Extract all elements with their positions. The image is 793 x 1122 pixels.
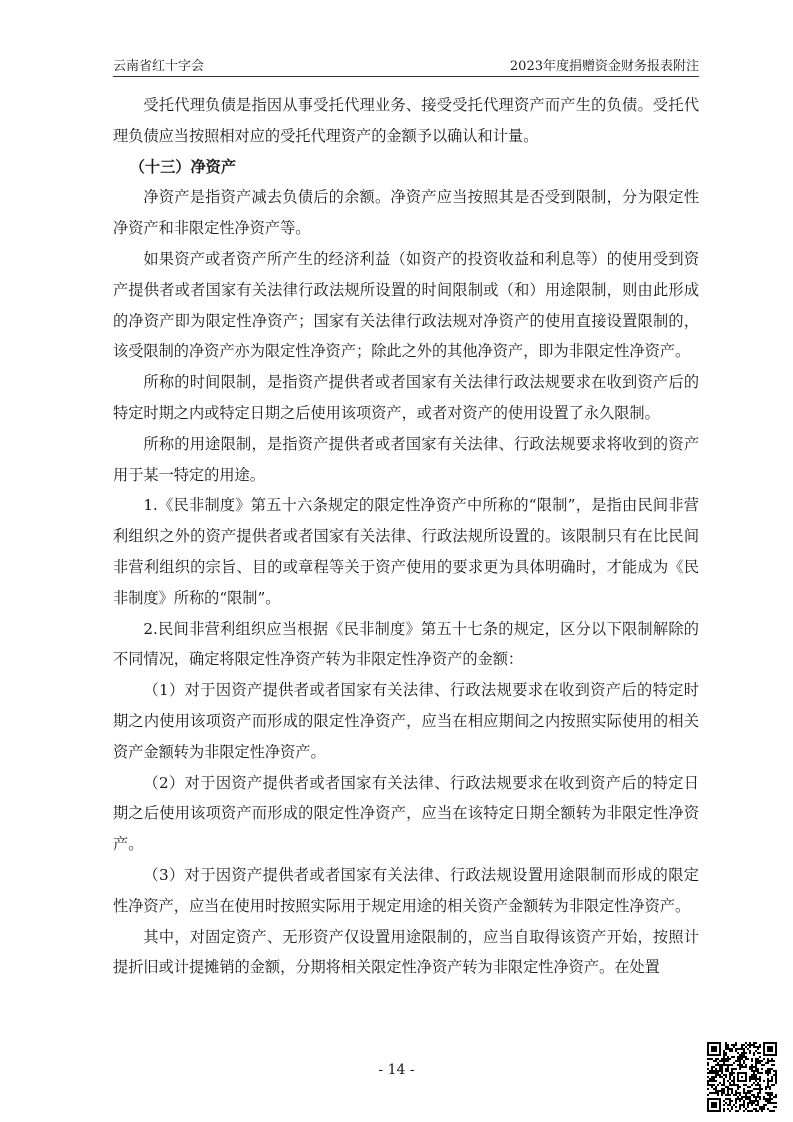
paragraph: 1.《民非制度》第五十六条规定的限定性净资产中所称的“限制”，是指由民间非营利组织之外的资产提供者或者国家有关法律、行政法规所设置的。该限制只有在比民间非营利组织的宗旨、目的或章程等关于资产使用的要求更为具体明确时，才能成为《民非制度》所称的“限制”。 [113, 496, 699, 607]
paragraph: 净资产是指资产减去负债后的余额。净资产应当按照其是否受到限制，分为限定性净资产和非限定性净资产等。 [113, 188, 699, 238]
paragraph: 所称的时间限制，是指资产提供者或者国家有关法律行政法规要求在收到资产后的特定时期之内或特定日期之后使用该项资产，或者对资产的使用设置了永久限制。 [113, 373, 699, 422]
header-doc-title: 2023年度捐赠资金财务报表附注 [509, 59, 699, 74]
paragraph: 2.民间非营利组织应当根据《民非制度》第五十七条的规定，区分以下限制解除的不同情况，确定将限定性净资产转为非限定性净资产的金额： [113, 619, 699, 669]
paragraph: （3）对于因资产提供者或者国家有关法律、行政法规设置用途限制而形成的限定性净资产，应当在使用时按照实际用于规定用途的相关资产金额转为非限定性净资产。 [113, 865, 699, 915]
paragraph: 其中，对固定资产、无形资产仅设置用途限制的，应当自取得该资产开始，按照计提折旧或计提摊销的金额，分期将相关限定性净资产转为非限定性净资产。在处置 [113, 927, 699, 977]
paragraph: （2）对于因资产提供者或者国家有关法律、行政法规要求在收到资产后的特定日期之后使用该项资产而形成的限定性净资产，应当在该特定日期全额转为非限定性净资产。 [113, 773, 699, 854]
qr-code-icon [705, 1040, 779, 1114]
page-number: - 14 - [378, 1062, 415, 1078]
section-heading: （十三）净资产 [129, 157, 237, 176]
paragraph: （1）对于因资产提供者或者国家有关法律、行政法规要求在收到资产后的特定时期之内使用该项资产而形成的限定性净资产，应当在相应期间之内按照实际使用的相关资产金额转为非限定性净资产。 [113, 681, 699, 761]
header-org: 云南省红十字会 [113, 59, 205, 74]
paragraph: 所称的用途限制，是指资产提供者或者国家有关法律、行政法规要求将收到的资产用于某一特定的用途。 [113, 434, 699, 484]
paragraph: 受托代理负债是指因从事受托代理业务、接受受托代理资产而产生的负债。受托代理负债应当按照相对应的受托代理资产的金额予以确认和计量。 [113, 96, 699, 145]
paragraph: 如果资产或者资产所产生的经济利益（如资产的投资收益和利息等）的使用受到资产提供者或者国家有关法律行政法规所设置的时间限制或（和）用途限制，则由此形成的净资产即为限定性净资产；国家有关法律行政法规对净资产的使用直接设置限制的，该受限制的净资产亦为限定性净资产；除此之外的其他净资产，即为非限定性净资产。 [113, 249, 699, 361]
page-header [113, 52, 699, 77]
document-body [113, 90, 699, 983]
